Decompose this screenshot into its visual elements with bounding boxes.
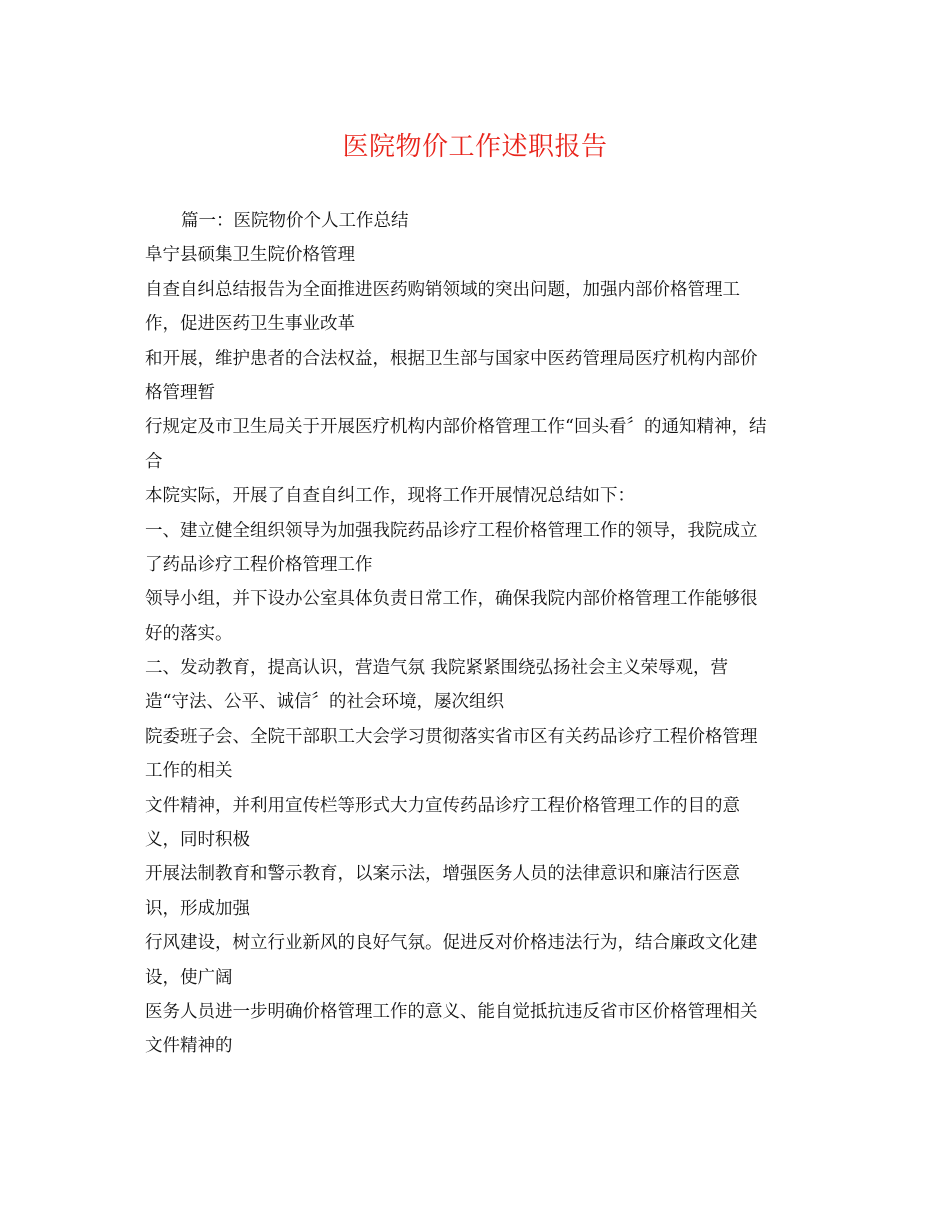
body-line: 设，使广阔 <box>145 967 233 988</box>
body-line: 行规定及市卫生局关于开展医疗机构内部价格管理工作“回头看〞的通知精神，结 <box>145 417 767 438</box>
body-line: 识，形成加强 <box>145 898 250 919</box>
body-line: 二、发动教育，提高认识，营造气氛 我院紧紧围绕弘扬社会主义荣辱观，营 <box>145 658 729 679</box>
body-line: 义，同时积极 <box>145 830 250 851</box>
body-line: 自查自纠总结报告为全面推进医药购销领域的突出问题，加强内部价格管理工 <box>145 279 740 300</box>
body-line: 领导小组，并下设办公室具体负责日常工作，确保我院内部价格管理工作能够很 <box>145 589 758 610</box>
body-line: 作，促进医药卫生事业改革 <box>145 314 355 335</box>
body-line: 了药品诊疗工程价格管理工作 <box>145 554 373 575</box>
document-body <box>145 204 815 1064</box>
body-line: 文件精神，并利用宣传栏等形式大力宣传药品诊疗工程价格管理工作的目的意 <box>145 795 740 816</box>
body-line: 文件精神的 <box>145 1036 233 1057</box>
body-line: 本院实际，开展了自查自纠工作，现将工作开展情况总结如下： <box>145 486 635 507</box>
body-line: 格管理暂 <box>145 382 215 403</box>
body-line: 阜宁县硕集卫生院价格管理 <box>145 245 355 266</box>
body-line: 医务人员进一步明确价格管理工作的意义、能自觉抵抗违反省市区价格管理相关 <box>145 1001 758 1022</box>
document-title: 医院物价工作述职报告 <box>342 132 608 162</box>
body-line: 好的落实。 <box>145 623 233 644</box>
section-heading: 篇一：医院物价个人工作总结 <box>181 211 409 231</box>
body-line: 院委班子会、全院干部职工大会学习贯彻落实省市区有关药品诊疗工程价格管理 <box>145 726 758 747</box>
body-line: 一、建立健全组织领导为加强我院药品诊疗工程价格管理工作的领导，我院成立 <box>145 520 758 541</box>
body-line: 合 <box>145 451 163 472</box>
body-line: 工作的相关 <box>145 761 233 782</box>
body-line: 和开展，维护患者的合法权益，根据卫生部与国家中医药管理局医疗机构内部价 <box>145 348 758 369</box>
body-line: 开展法制教育和警示教育，以案示法，增强医务人员的法律意识和廉洁行医意 <box>145 864 740 885</box>
body-line: 行风建设，树立行业新风的良好气氛。促进反对价格违法行为，结合廉政文化建 <box>145 933 758 954</box>
body-line: 造“守法、公平、诚信〞的社会环境，屡次组织 <box>145 692 504 713</box>
